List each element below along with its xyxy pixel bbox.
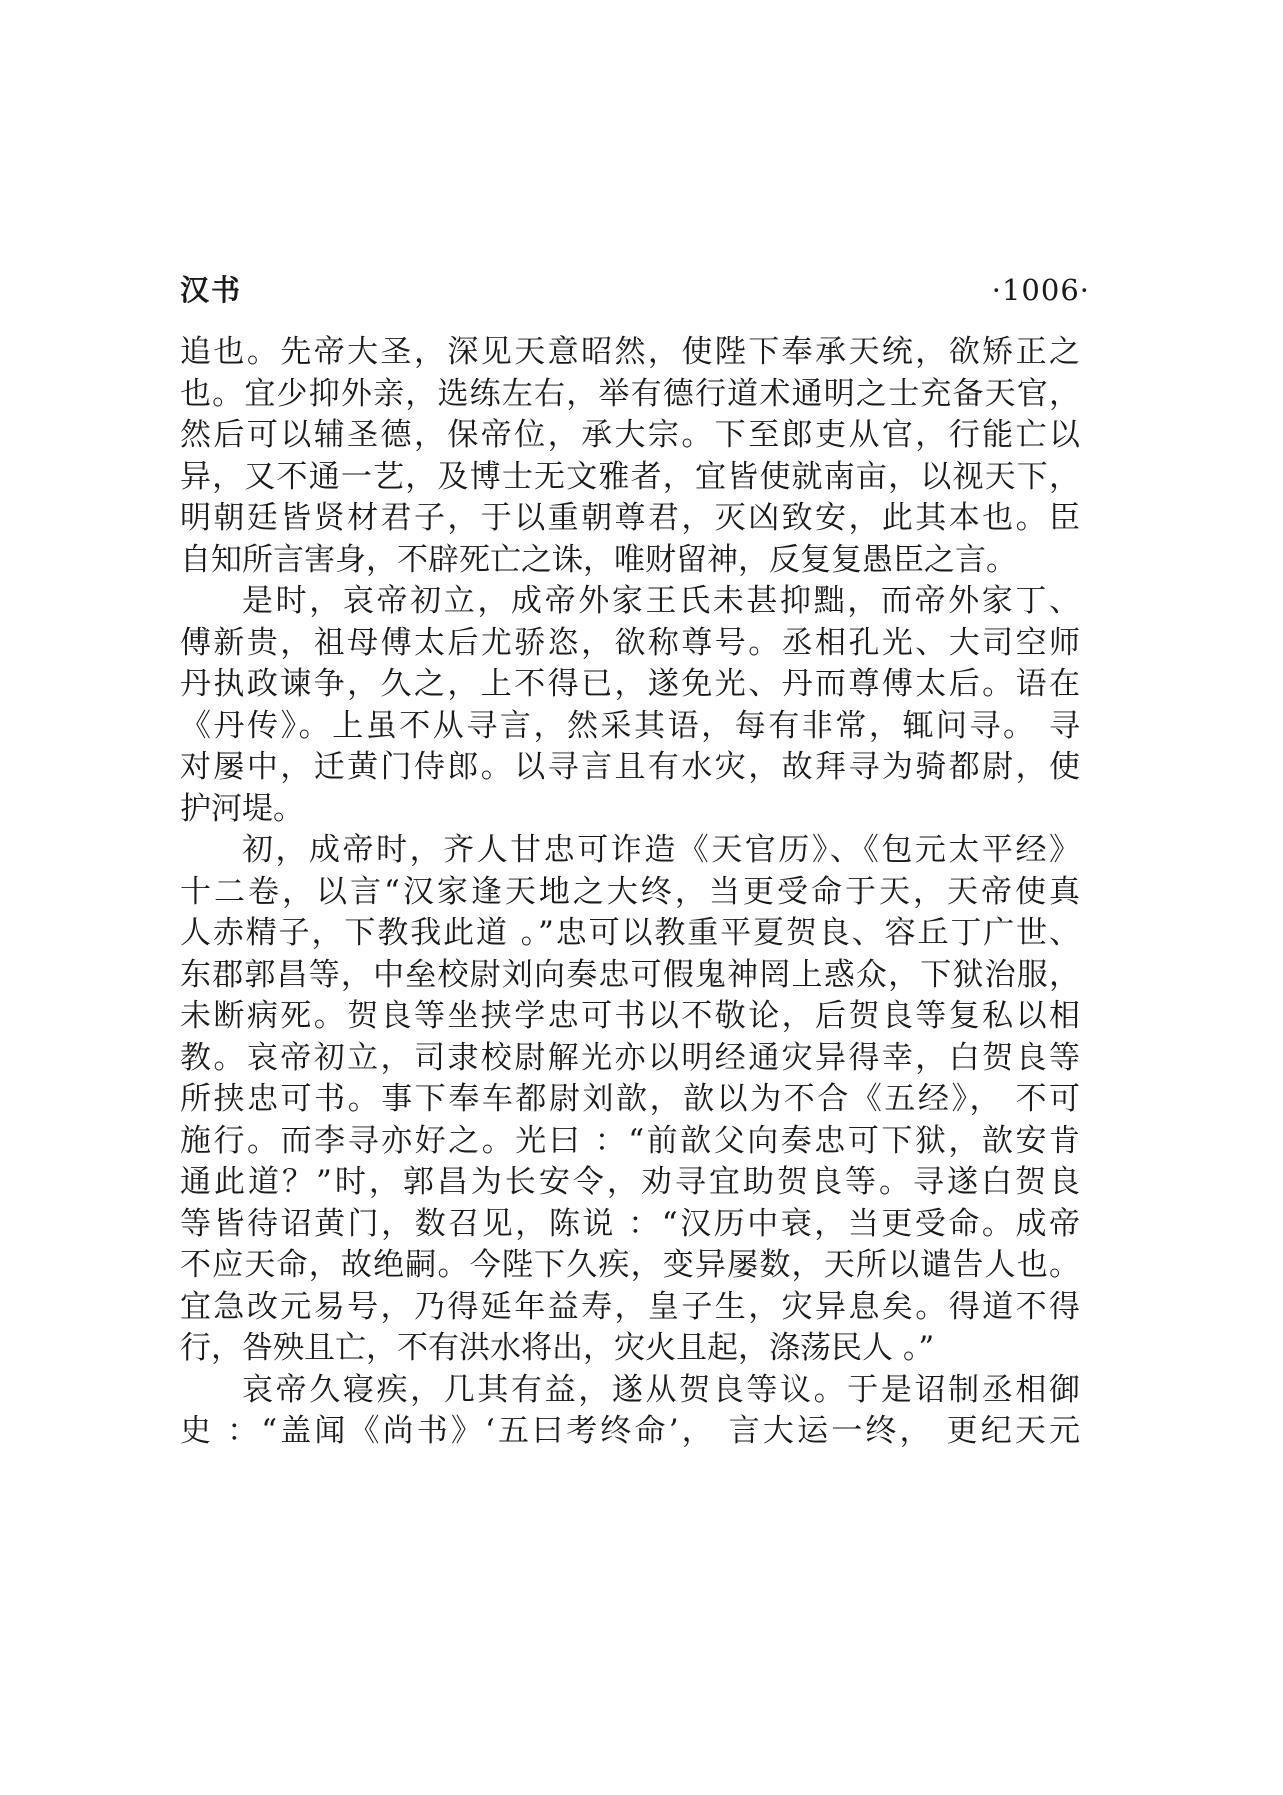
text-line: 哀帝久寝疾，几其有益，遂从贺良等议。于是诏制丞相御 [242,1371,1080,1408]
body-text [180,332,1080,1453]
text-line: 《丹传》。上虽不从寻言，然采其语，每有非常，辄问寻。 寻 [180,707,1080,744]
text-line: 不应天命，故绝嗣。今陛下久疾，变异屡数，天所以谴告人也。 [180,1247,1080,1283]
text-line: 也。宜少抑外亲，选练左右，举有德行道术通明之士充备天官， [180,375,1080,412]
text-line: 施行。而李寻亦好之。光曰 ：“前歆父向奏忠可下狱，歆安肯 [180,1122,1080,1159]
text-line: 通此道？”时，郭昌为长安令，劝寻宜助贺良等。寻遂白贺良 [180,1164,1080,1200]
text-line: 东郡郭昌等，中垒校尉刘向奏忠可假鬼神罔上惑众，下狱治服， [180,956,1080,993]
text-line: 明朝廷皆贤材君子，于以重朝尊君，灭凶致安，此其本也。臣 [180,500,1080,536]
text-line: 是时，哀帝初立，成帝外家王氏未甚抑黜，而帝外家丁、 [242,583,1080,619]
page-number: ·1006· [991,273,1090,307]
text-line: 未断病死。贺良等坐挟学忠可书以不敬论，后贺良等复私以相 [180,998,1080,1034]
text-line: 初，成帝时，齐人甘忠可诈造《天官历》、《包元太平经》 [242,832,1080,868]
text-line: 所挟忠可书。事下奉车都尉刘歆，歆以为不合《五经》， 不可 [180,1081,1080,1117]
book-title: 汉书 [180,273,243,307]
text-line: 教。哀帝初立，司隶校尉解光亦以明经通灾异得幸，白贺良等 [180,1039,1080,1076]
running-header [180,270,1090,310]
text-line: 异，又不通一艺，及博士无文雅者，宜皆使就南亩，以视天下， [180,458,1080,495]
document-page [180,270,1090,1453]
text-line: 十二卷，以言“汉家逢天地之大终，当更受命于天，天帝使真 [180,873,1080,910]
text-line: 傅新贵，祖母傅太后尤骄恣，欲称尊号。丞相孔光、大司空师 [180,624,1080,661]
text-line: 自知所言害身，不辟死亡之诛，唯财留神，反复复愚臣之言。 [180,541,1017,578]
text-line: 丹执政谏争，久之，上不得已，遂免光、丹而尊傅太后。语在 [180,666,1080,702]
text-line: 然后可以辅圣德，保帝位，承大宗。下至郎吏从官，行能亡以 [180,417,1080,453]
text-line: 宜急改元易号，乃得延年益寿，皇子生，灾异息矣。得道不得 [180,1288,1080,1325]
text-line: 对屡中，迁黄门侍郎。以寻言且有水灾，故拜寻为骑都尉，使 [180,749,1080,785]
text-line: 追也。先帝大圣，深见天意昭然，使陛下奉承天统，欲矫正之 [180,334,1080,370]
text-line: 行，咎殃且亡，不有洪水将出，灾火且起，涤荡民人 。” [180,1330,935,1366]
text-line: 人赤精子，下教我此道 。”忠可以教重平夏贺良、容丘丁广世、 [180,915,1080,951]
text-line: 护河堤。 [180,790,304,827]
text-line: 史 ：“盖闻《尚书》‘五曰考终命’， 言大运一终， 更纪天元 [180,1413,1080,1449]
text-line: 等皆待诏黄门，数召见，陈说 ：“汉历中衰，当更受命。成帝 [180,1205,1080,1242]
